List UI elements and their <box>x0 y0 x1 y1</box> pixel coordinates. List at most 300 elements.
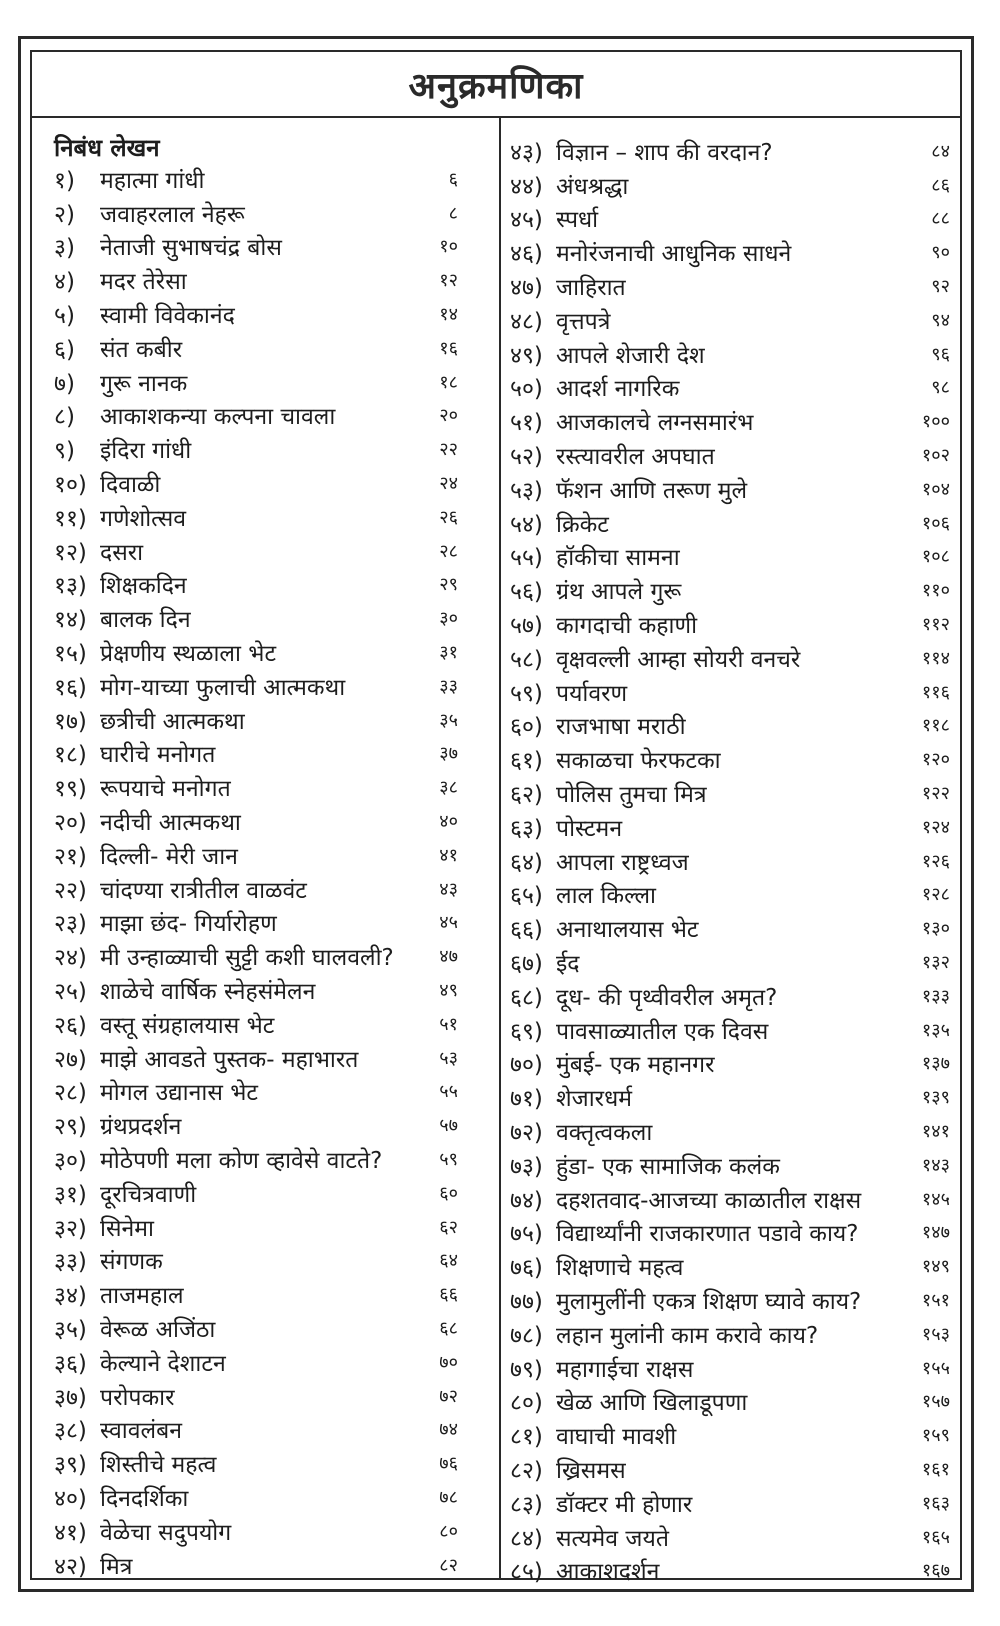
entry-number: १३) <box>54 573 87 600</box>
entry-number: ७१) <box>510 1086 543 1113</box>
index-entry <box>54 466 458 500</box>
entry-page-number: १२४ <box>921 816 950 838</box>
entry-number: ८०) <box>510 1390 543 1417</box>
entry-title: माझा छंद- गिर्यारोहण <box>100 911 277 938</box>
entry-page-number: २० <box>439 405 458 427</box>
index-entry <box>510 1452 950 1486</box>
entry-title: इंदिरा गांधी <box>100 438 192 465</box>
entry-number: २३) <box>54 911 87 938</box>
index-entry <box>54 1446 458 1480</box>
index-entry <box>510 540 950 574</box>
entry-page-number: १३० <box>921 918 950 940</box>
entry-number: ७) <box>54 370 75 397</box>
entry-page-number: १४ <box>439 304 458 326</box>
index-entry <box>54 162 458 196</box>
entry-number: ५१) <box>510 410 543 437</box>
entry-page-number: ६२ <box>439 1216 458 1238</box>
section-heading: निबंध लेखन <box>54 134 160 162</box>
entry-page-number: १०० <box>921 411 950 433</box>
entry-page-number: ११४ <box>921 647 950 669</box>
entry-page-number: १०८ <box>921 546 950 568</box>
entry-page-number: ७४ <box>439 1419 458 1441</box>
entry-page-number: ५३ <box>439 1047 458 1069</box>
index-entry <box>54 534 458 568</box>
index-entry <box>54 568 458 602</box>
entry-title: मदर तेरेसा <box>100 269 187 296</box>
entry-number: १८) <box>54 742 87 769</box>
index-entry <box>54 297 458 331</box>
entry-page-number: २४ <box>439 473 458 495</box>
entry-page-number: १६१ <box>921 1458 950 1480</box>
entry-number: १) <box>54 167 75 194</box>
entry-number: ६२) <box>510 782 543 809</box>
index-entry <box>510 641 950 675</box>
entry-number: २४) <box>54 945 87 972</box>
entry-title: वृक्षवल्ली आम्हा सोयरी वनचरे <box>556 646 801 673</box>
index-entry <box>54 500 458 534</box>
entry-title: गुरू नानक <box>100 370 188 397</box>
entry-number: ४०) <box>54 1485 87 1512</box>
entry-number: २१) <box>54 843 87 870</box>
entry-number: १२) <box>54 539 87 566</box>
entry-title: नदीची आत्मकथा <box>100 810 241 837</box>
index-entry <box>54 1075 458 1109</box>
index-entry <box>510 979 950 1013</box>
entry-title: शिस्तीचे महत्व <box>100 1452 217 1479</box>
entry-number: ४५) <box>510 207 543 234</box>
entry-page-number: ७६ <box>439 1453 458 1475</box>
index-entry <box>510 1283 950 1317</box>
entry-title: स्वामी विवेकानंद <box>100 303 235 330</box>
entry-page-number: १३९ <box>921 1087 950 1109</box>
page-title: अनुक्रमणिका <box>408 65 584 107</box>
entry-title: दूध- की पृथ्वीवरील अमृत? <box>556 984 778 1011</box>
entry-page-number: ८४ <box>931 140 950 162</box>
index-entry <box>54 1379 458 1413</box>
entry-number: ८) <box>54 404 75 431</box>
entry-number: ७६) <box>510 1255 543 1282</box>
index-entry <box>510 134 950 168</box>
index-entry <box>510 878 950 912</box>
entry-title: छत्रीची आत्मकथा <box>100 708 245 735</box>
entry-page-number: ३१ <box>439 642 458 664</box>
entry-page-number: ५७ <box>439 1115 458 1137</box>
entry-page-number: १६३ <box>921 1492 950 1514</box>
entry-title: केल्याने देशाटन <box>100 1350 226 1377</box>
entry-page-number: ५१ <box>439 1013 458 1035</box>
index-entry <box>54 838 458 872</box>
entry-page-number: १२८ <box>921 884 950 906</box>
entry-number: ३२) <box>54 1215 87 1242</box>
entry-title: ताजमहाल <box>100 1283 184 1310</box>
entry-page-number: ४५ <box>439 912 458 934</box>
entry-page-number: ९८ <box>931 377 950 399</box>
entry-title: वेळेचा सदुपयोग <box>100 1519 232 1546</box>
entry-number: ७९) <box>510 1356 543 1383</box>
entry-page-number: २९ <box>439 574 458 596</box>
entry-page-number: १०४ <box>921 478 950 500</box>
index-entry <box>510 709 950 743</box>
entry-title: शिक्षणाचे महत्व <box>556 1255 684 1282</box>
entry-number: ३) <box>54 235 75 262</box>
entry-page-number: ८२ <box>439 1554 458 1576</box>
entry-title: मुंबई- एक महानगर <box>556 1052 715 1079</box>
entry-number: १९) <box>54 776 87 803</box>
entry-page-number: ९२ <box>931 276 950 298</box>
entry-title: आपले शेजारी देश <box>556 342 705 369</box>
entry-title: बालक दिन <box>100 607 191 634</box>
index-entry <box>54 365 458 399</box>
entry-title: पावसाळ्यातील एक दिवस <box>556 1018 769 1045</box>
entry-number: ९) <box>54 438 75 465</box>
entry-title: नेताजी सुभाषचंद्र बोस <box>100 235 282 262</box>
index-entry <box>510 1384 950 1418</box>
entry-title: संगणक <box>100 1249 163 1276</box>
entry-page-number: ६६ <box>439 1284 458 1306</box>
index-entry <box>54 1142 458 1176</box>
index-entry <box>510 776 950 810</box>
entry-title: वाघाची मावशी <box>556 1424 677 1451</box>
entry-title: गणेशोत्सव <box>100 505 187 532</box>
index-entry <box>510 1114 950 1148</box>
entry-page-number: ७८ <box>439 1486 458 1508</box>
index-entry <box>510 269 950 303</box>
index-entry <box>510 1249 950 1283</box>
index-entry <box>54 331 458 365</box>
entry-page-number: २२ <box>439 439 458 461</box>
entry-title: रूपयाचे मनोगत <box>100 776 231 803</box>
entry-page-number: १२ <box>439 270 458 292</box>
entry-page-number: ३० <box>439 608 458 630</box>
entry-number: ६३) <box>510 815 543 842</box>
column-divider <box>499 118 501 1580</box>
entry-title: घारीचे मनोगत <box>100 742 216 769</box>
entry-title: लहान मुलांनी काम करावे काय? <box>556 1322 819 1349</box>
index-entry <box>54 770 458 804</box>
left-column <box>54 134 458 1581</box>
entry-title: आजकालचे लग्नसमारंभ <box>556 410 754 437</box>
entry-title: जवाहरलाल नेहरू <box>100 201 245 228</box>
index-entry <box>54 399 458 433</box>
right-column <box>510 134 950 1587</box>
entry-number: २२) <box>54 877 87 904</box>
index-entry <box>510 844 950 878</box>
entry-title: दसरा <box>100 539 144 566</box>
entry-number: ३४) <box>54 1283 87 1310</box>
index-entry <box>510 1080 950 1114</box>
entry-page-number: ६० <box>439 1182 458 1204</box>
entry-title: मोगल उद्यानास भेट <box>100 1080 258 1107</box>
entry-number: ३८) <box>54 1418 87 1445</box>
entry-page-number: ११६ <box>921 681 950 703</box>
entry-title: शेजारधर्म <box>556 1086 632 1113</box>
index-entry <box>54 906 458 940</box>
entry-number: ७५) <box>510 1221 543 1248</box>
entry-number: ५२) <box>510 444 543 471</box>
entry-page-number: ८ <box>448 202 458 224</box>
entry-title: आकाशदर्शन <box>556 1559 660 1586</box>
entry-page-number: ९४ <box>931 309 950 331</box>
entry-number: ४८) <box>510 308 543 335</box>
entry-number: ८१) <box>510 1424 543 1451</box>
entry-page-number: ४१ <box>439 844 458 866</box>
entry-number: ४) <box>54 269 75 296</box>
entry-number: ७०) <box>510 1052 543 1079</box>
entry-title: खेळ आणि खिलाडूपणा <box>556 1390 748 1417</box>
entry-title: मुलामुलींनी एकत्र शिक्षण घ्यावे काय? <box>556 1288 862 1315</box>
entry-number: १६) <box>54 674 87 701</box>
entry-page-number: ३५ <box>439 709 458 731</box>
entry-title: परोपकार <box>100 1384 175 1411</box>
index-entry <box>510 235 950 269</box>
entry-number: ६१) <box>510 748 543 775</box>
entry-number: ५) <box>54 303 75 330</box>
entry-page-number: ७२ <box>439 1385 458 1407</box>
entry-title: दूरचित्रवाणी <box>100 1181 197 1208</box>
entry-title: स्पर्धा <box>556 207 599 234</box>
entry-title: मित्र <box>100 1553 133 1580</box>
entry-title: दहशतवाद-आजच्या काळातील राक्षस <box>556 1187 862 1214</box>
index-entry <box>510 810 950 844</box>
entry-title: आदर्श नागरिक <box>556 376 680 403</box>
entry-number: ८२) <box>510 1457 543 1484</box>
index-entry <box>54 230 458 264</box>
index-entry <box>54 263 458 297</box>
entry-title: हॉकीचा सामना <box>556 545 680 572</box>
entry-page-number: १६५ <box>921 1526 950 1548</box>
entry-number: २०) <box>54 810 87 837</box>
entry-title: महात्मा गांधी <box>100 167 205 194</box>
index-entry <box>54 1210 458 1244</box>
entry-number: ४४) <box>510 173 543 200</box>
index-entry <box>510 742 950 776</box>
entry-title: मोग-याच्या फुलाची आत्मकथा <box>100 674 346 701</box>
index-entry <box>54 635 458 669</box>
index-entry <box>510 371 950 405</box>
entry-title: सिनेमा <box>100 1215 154 1242</box>
index-entry <box>54 1108 458 1142</box>
entry-page-number: १३७ <box>921 1053 950 1075</box>
entry-number: २६) <box>54 1012 87 1039</box>
entry-number: ७७) <box>510 1288 543 1315</box>
entry-number: ६४) <box>510 849 543 876</box>
entry-number: ६८) <box>510 984 543 1011</box>
entry-number: ४९) <box>510 342 543 369</box>
index-entry <box>510 168 950 202</box>
entry-title: क्रिकेट <box>556 511 609 538</box>
entry-page-number: १६७ <box>921 1560 950 1582</box>
entry-number: ५८) <box>510 646 543 673</box>
entry-page-number: १५५ <box>921 1357 950 1379</box>
entry-title: दिनदर्शिका <box>100 1485 189 1512</box>
entry-number: ६६) <box>510 917 543 944</box>
entry-title: कागदाची कहाणी <box>556 613 698 640</box>
index-entry <box>510 337 950 371</box>
index-entry <box>510 1317 950 1351</box>
entry-title: मी उन्हाळ्याची सुट्टी कशी घालवली? <box>100 945 394 972</box>
entry-title: आपला राष्ट्रध्वज <box>556 849 689 876</box>
index-entry <box>54 737 458 771</box>
index-entry <box>54 601 458 635</box>
entry-number: ६९) <box>510 1018 543 1045</box>
index-entry <box>54 1548 458 1582</box>
entry-number: ६५) <box>510 883 543 910</box>
index-entry <box>54 1277 458 1311</box>
index-entry <box>510 506 950 540</box>
index-entry <box>510 1148 950 1182</box>
index-entry <box>54 1412 458 1446</box>
entry-title: दिवाळी <box>100 472 161 499</box>
entry-page-number: ८० <box>439 1520 458 1542</box>
index-entry <box>510 1486 950 1520</box>
entry-number: ४१) <box>54 1519 87 1546</box>
entry-page-number: ८६ <box>931 174 950 196</box>
entry-page-number: १४९ <box>921 1256 950 1278</box>
entry-page-number: १४७ <box>921 1222 950 1244</box>
entry-number: १५) <box>54 641 87 668</box>
index-entry <box>510 607 950 641</box>
entry-title: अनाथालयास भेट <box>556 917 699 944</box>
entry-page-number: १३५ <box>921 1019 950 1041</box>
entry-page-number: १३३ <box>921 985 950 1007</box>
entry-title: विज्ञान – शाप की वरदान? <box>556 139 773 166</box>
entry-title: पोस्टमन <box>556 815 623 842</box>
entry-number: ५३) <box>510 477 543 504</box>
entry-page-number: ४९ <box>439 980 458 1002</box>
entry-number: २) <box>54 201 75 228</box>
entry-page-number: १४१ <box>921 1121 950 1142</box>
entry-number: ७२) <box>510 1120 543 1146</box>
index-entry <box>54 432 458 466</box>
entry-number: ३५) <box>54 1316 87 1343</box>
index-entry <box>510 1553 950 1587</box>
index-entry <box>510 202 950 236</box>
entry-page-number: १०६ <box>921 512 950 534</box>
entry-number: ५६) <box>510 579 543 606</box>
entry-page-number: ६ <box>448 168 458 190</box>
entry-number: ५०) <box>510 376 543 403</box>
entry-title: फॅशन आणि तरूण मुले <box>556 477 748 504</box>
entry-page-number: १० <box>439 236 458 258</box>
entry-number: ८३) <box>510 1491 543 1518</box>
index-entry <box>54 804 458 838</box>
entry-number: ५९) <box>510 680 543 707</box>
index-entry <box>54 1244 458 1278</box>
index-entry <box>510 1216 950 1250</box>
index-entry <box>510 1351 950 1385</box>
entry-page-number: ३७ <box>439 743 458 765</box>
entry-title: स्वावलंबन <box>100 1418 182 1445</box>
entry-title: पोलिस तुमचा मित्र <box>556 782 707 809</box>
index-entry <box>54 1311 458 1345</box>
index-entry <box>54 973 458 1007</box>
entry-title: अंधश्रद्धा <box>556 173 629 200</box>
index-entry <box>54 1176 458 1210</box>
entry-title: आकाशकन्या कल्पना चावला <box>100 404 336 431</box>
entry-title: शिक्षकदिन <box>100 573 187 600</box>
index-box <box>30 50 962 1586</box>
index-entry <box>54 196 458 230</box>
entry-title: लाल किल्ला <box>556 883 657 910</box>
index-entry <box>54 703 458 737</box>
entry-page-number: ११२ <box>921 614 950 636</box>
index-entry <box>510 911 950 945</box>
index-entry <box>510 404 950 438</box>
entry-title: संत कबीर <box>100 336 183 363</box>
entry-page-number: १२६ <box>921 850 950 872</box>
index-entry <box>510 1013 950 1047</box>
entry-number: १७) <box>54 708 87 735</box>
entry-number: ४७) <box>510 275 543 302</box>
entry-title: ग्रंथ आपले गुरू <box>556 579 682 606</box>
entry-page-number: १५९ <box>921 1425 950 1447</box>
entry-page-number: १४५ <box>921 1188 950 1210</box>
entry-title: सत्यमेव जयते <box>556 1525 669 1552</box>
index-entry <box>54 1480 458 1514</box>
entry-page-number: ३३ <box>439 675 458 697</box>
entry-number: ८४) <box>510 1525 543 1552</box>
entry-page-number: ५९ <box>439 1149 458 1170</box>
entry-title: जाहिरात <box>556 275 626 302</box>
entry-page-number: ७० <box>439 1351 458 1373</box>
index-entry <box>54 1514 458 1548</box>
entry-number: ३१) <box>54 1181 87 1208</box>
entry-page-number: ५५ <box>439 1081 458 1103</box>
entry-number: ५७) <box>510 613 543 640</box>
entry-number: १०) <box>54 472 87 499</box>
entry-number: ८५) <box>510 1559 543 1586</box>
entry-number: ४६) <box>510 241 543 268</box>
entry-title: माझे आवडते पुस्तक- महाभारत <box>100 1046 359 1073</box>
entry-title: प्रेक्षणीय स्थळाला भेट <box>100 641 277 668</box>
entry-number: २९) <box>54 1114 87 1141</box>
entry-page-number: २८ <box>439 540 458 562</box>
entry-number: ७४) <box>510 1187 543 1214</box>
entry-number: ६) <box>54 336 75 363</box>
entry-page-number: १०२ <box>921 445 950 467</box>
entry-title: ग्रंथप्रदर्शन <box>100 1114 182 1141</box>
entry-page-number: ९६ <box>931 343 950 365</box>
entry-page-number: १६ <box>439 337 458 359</box>
entry-number: १४) <box>54 607 87 634</box>
index-entry <box>54 872 458 906</box>
entry-number: ३९) <box>54 1452 87 1479</box>
entry-page-number: १४३ <box>921 1154 950 1176</box>
entry-title: चांदण्या रात्रीतील वाळवंट <box>100 877 307 904</box>
entry-title: वेरूळ अजिंठा <box>100 1316 216 1343</box>
index-entry <box>54 1007 458 1041</box>
entry-number: ३३) <box>54 1249 87 1276</box>
entry-page-number: ११० <box>921 580 950 602</box>
entry-title: विद्यार्थ्यांनी राजकारणात पडावे काय? <box>556 1221 859 1248</box>
entry-page-number: १५३ <box>921 1323 950 1345</box>
index-entry <box>510 1418 950 1452</box>
entry-title: वृत्तपत्रे <box>556 308 611 335</box>
entry-page-number: १२० <box>921 749 950 771</box>
entry-title: पर्यावरण <box>556 680 628 707</box>
entry-title: ईद <box>556 951 580 978</box>
entry-title: ख्रिसमस <box>556 1457 626 1484</box>
entry-number: ३०) <box>54 1148 87 1174</box>
entry-page-number: १५१ <box>921 1289 950 1311</box>
entry-title: डॉक्टर मी होणार <box>556 1491 693 1518</box>
index-entry <box>510 675 950 709</box>
entry-page-number: ९० <box>931 242 950 264</box>
title-band <box>32 52 960 118</box>
entry-page-number: १३२ <box>921 952 950 974</box>
entry-page-number: ४३ <box>439 878 458 900</box>
entry-number: ५४) <box>510 511 543 538</box>
